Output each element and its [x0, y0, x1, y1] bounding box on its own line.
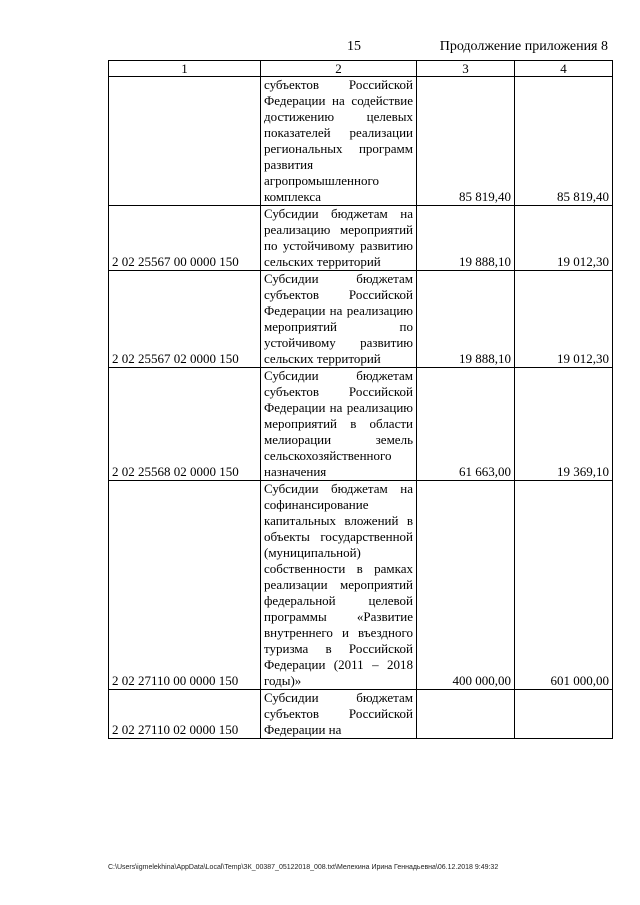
amount-col4: 601 000,00 [515, 481, 613, 690]
column-header: 4 [515, 61, 613, 77]
table-row [109, 77, 613, 206]
amount-col3: 85 819,40 [417, 77, 515, 206]
budget-code: 2 02 25567 00 0000 150 [109, 206, 261, 271]
amount-col3 [417, 690, 515, 739]
item-name: Субсидии бюджетам на софинансирование капитальных вложений в объекты государственной (муниципальной) собственности в рамках реализации мероприятий федеральной целевой программы «Развитие внутреннего и въездного туризма в Российской Федерации (2011 – 2018 годы)» [261, 481, 417, 690]
amount-col4: 19 369,10 [515, 368, 613, 481]
column-header: 1 [109, 61, 261, 77]
amount-col3: 400 000,00 [417, 481, 515, 690]
header-row [109, 61, 613, 77]
column-header: 2 [261, 61, 417, 77]
table-row [109, 206, 613, 271]
amount-col4 [515, 690, 613, 739]
column-header: 3 [417, 61, 515, 77]
continuation-label: Продолжение приложения 8 [439, 39, 608, 54]
amount-col3: 19 888,10 [417, 206, 515, 271]
table-row [109, 271, 613, 368]
table-row [109, 481, 613, 690]
budget-code: 2 02 25568 02 0000 150 [109, 368, 261, 481]
budget-code [109, 77, 261, 206]
table-row [109, 690, 613, 739]
budget-code: 2 02 27110 00 0000 150 [109, 481, 261, 690]
page-number: 15 [347, 39, 361, 54]
amount-col3: 61 663,00 [417, 368, 515, 481]
amount-col4: 19 012,30 [515, 206, 613, 271]
amount-col4: 19 012,30 [515, 271, 613, 368]
budget-code: 2 02 27110 02 0000 150 [109, 690, 261, 739]
amount-col4: 85 819,40 [515, 77, 613, 206]
item-name: Субсидии бюджетам субъектов Российской Федерации на [261, 690, 417, 739]
budget-code: 2 02 25567 02 0000 150 [109, 271, 261, 368]
item-name: Субсидии бюджетам субъектов Российской Федерации на реализацию мероприятий в области мелиорации земель сельскохозяйственного назначения [261, 368, 417, 481]
table-row [109, 368, 613, 481]
item-name: субъектов Российской Федерации на содействие достижению целевых показателей реализации региональных программ развития агропромышленного комплекса [261, 77, 417, 206]
item-name: Субсидии бюджетам на реализацию мероприятий по устойчивому развитию сельских территорий [261, 206, 417, 271]
amount-col3: 19 888,10 [417, 271, 515, 368]
item-name: Субсидии бюджетам субъектов Российской Федерации на реализацию мероприятий по устойчивому развитию сельских территорий [261, 271, 417, 368]
budget-table [108, 60, 613, 739]
footer-file-path: C:\Users\igmelekhina\AppData\Local\Temp\ЗК_00387_05122018_008.txt\Мелехина Ирина Геннадьевна\06.12.2018 9:49:32 [108, 864, 499, 871]
